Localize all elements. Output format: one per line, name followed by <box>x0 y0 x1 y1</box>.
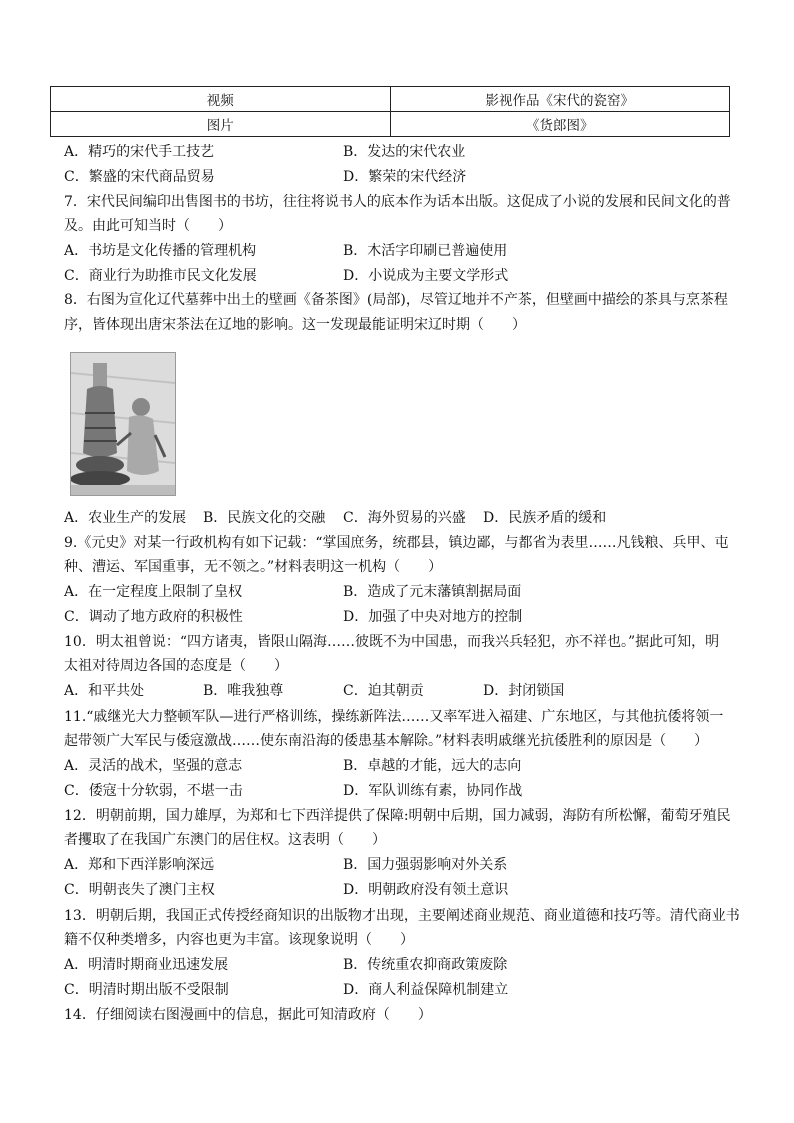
option-d[interactable]: D．明朝政府没有领土意识 <box>343 882 509 898</box>
option-d[interactable]: D．小说成为主要文学形式 <box>343 268 509 284</box>
mural-figure <box>70 352 176 496</box>
option-a[interactable]: A．和平共处 <box>64 683 145 699</box>
option-b[interactable]: B．木活字印刷已普遍使用 <box>343 243 508 259</box>
question-text: 13．明朝后期，我国正式传授经商知识的出版物才出现，主要阐述商业规范、商业道德和技巧等。清代商业书 <box>64 908 740 924</box>
option-b[interactable]: B．发达的宋代农业 <box>343 144 466 160</box>
option-c[interactable]: C．商业行为助推市民文化发展 <box>64 268 257 284</box>
option-a[interactable]: A．灵活的战术，坚强的意志 <box>64 758 243 774</box>
table-row <box>51 87 730 112</box>
question-text: 种、漕运、军国重事，无不领之。”材料表明这一机构（ ） <box>64 559 443 575</box>
option-a[interactable]: A．精巧的宋代手工技艺 <box>64 144 215 160</box>
question-text: 籍不仅种类增多，内容也更为丰富。该现象说明（ ） <box>64 932 414 948</box>
option-b[interactable]: B．唯我独尊 <box>203 683 284 699</box>
option-b[interactable]: B．国力强弱影响对外关系 <box>343 857 508 873</box>
option-d[interactable]: D．军队训练有素，协同作战 <box>343 783 523 799</box>
source-table <box>50 86 730 137</box>
option-d[interactable]: D．封闭锁国 <box>483 683 565 699</box>
option-b[interactable]: B．造成了元末藩镇割据局面 <box>343 584 522 600</box>
option-d[interactable]: D．繁荣的宋代经济 <box>343 169 467 185</box>
option-d[interactable]: D．民族矛盾的缓和 <box>483 510 607 526</box>
option-c[interactable]: C．明清时期出版不受限制 <box>64 982 229 998</box>
table-cell: 视频 <box>51 87 391 112</box>
question-text: 序，皆体现出唐宋茶法在辽地的影响。这一发现最能证明宋辽时期（ ） <box>64 317 526 333</box>
option-d[interactable]: D．商人利益保障机制建立 <box>343 982 509 998</box>
question-text: 9.《元史》对某一行政机构有如下记载：“掌国庶务，统郡县，镇边鄙，与都省为表里……凡钱粮、兵甲、屯 <box>64 535 729 551</box>
option-a[interactable]: A．书坊是文化传播的管理机构 <box>64 243 257 259</box>
option-b[interactable]: B．传统重农抑商政策废除 <box>343 957 508 973</box>
option-b[interactable]: B．卓越的才能，远大的志向 <box>343 758 522 774</box>
option-b[interactable]: B．民族文化的交融 <box>203 510 326 526</box>
option-d[interactable]: D．加强了中央对地方的控制 <box>343 609 523 625</box>
question-text: 12．明朝前期，国力雄厚，为郑和七下西洋提供了保障:明朝中后期，国力减弱，海防有所松懈，葡萄牙殖民 <box>64 808 731 824</box>
option-a[interactable]: A．在一定程度上限制了皇权 <box>64 584 243 600</box>
option-a[interactable]: A．郑和下西洋影响深远 <box>64 857 215 873</box>
table-row <box>51 112 730 137</box>
option-c[interactable]: C．明朝丧失了澳门主权 <box>64 882 215 898</box>
option-c[interactable]: C．迫其朝贡 <box>343 683 424 699</box>
option-a[interactable]: A．明清时期商业迅速发展 <box>64 957 229 973</box>
question-text: 7．宋代民间编印出售图书的书坊，往往将说书人的底本作为话本出版。这促成了小说的发展和民间文化的普 <box>64 194 731 210</box>
table-cell: 《货郎图》 <box>390 112 730 137</box>
question-text: 8．右图为宣化辽代墓葬中出土的壁画《备茶图》(局部)，尽管辽地并不产茶，但壁画中描绘的茶具与烹茶程 <box>64 292 728 308</box>
question-text: 14．仔细阅读右图漫画中的信息，据此可知清政府（ ） <box>64 1007 432 1023</box>
option-c[interactable]: C．调动了地方政府的积极性 <box>64 609 243 625</box>
question-text: 11.“戚继光大力整顿军队—进行严格训练，操练新阵法……又率军进入福建、广东地区，与其他抗倭将领一 <box>64 709 724 725</box>
option-c[interactable]: C．倭寇十分软弱，不堪一击 <box>64 783 243 799</box>
table-cell: 图片 <box>51 112 391 137</box>
option-a[interactable]: A．农业生产的发展 <box>64 510 187 526</box>
tea-mural-image <box>71 353 175 495</box>
question-text: 太祖对待周边各国的态度是（ ） <box>64 658 288 674</box>
question-text: 起带领广大军民与倭寇激战……使东南沿海的倭患基本解除。”材料表明戚继光抗倭胜利的原因是（ ） <box>64 733 709 749</box>
question-text: 及。由此可知当时（ ） <box>64 218 232 234</box>
option-c[interactable]: C．海外贸易的兴盛 <box>343 510 466 526</box>
question-text: 10．明太祖曾说：“四方诸夷，皆限山隔海……彼既不为中国患，而我兴兵轻犯，亦不祥也。”据此可知，明 <box>64 634 720 650</box>
question-text: 者攫取了在我国广东澳门的居住权。这表明（ ） <box>64 832 386 848</box>
table-cell: 影视作品《宋代的瓷窑》 <box>390 87 730 112</box>
option-c[interactable]: C．繁盛的宋代商品贸易 <box>64 169 215 185</box>
